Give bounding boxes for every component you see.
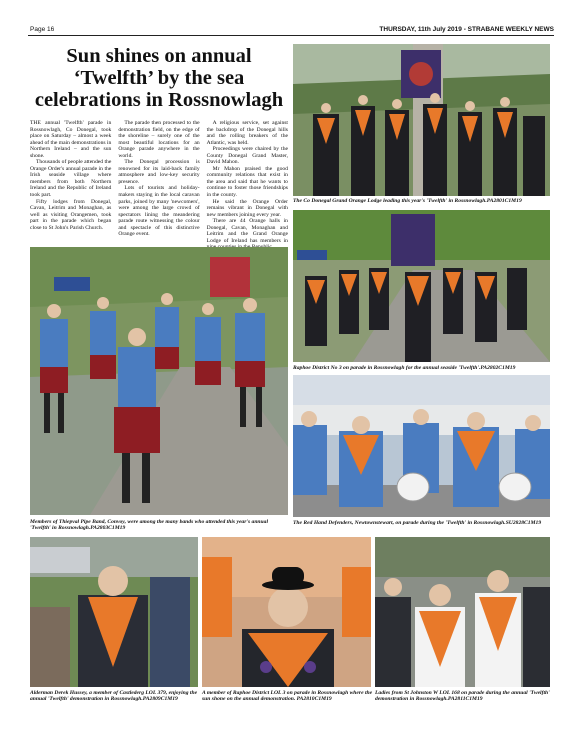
article-paragraph: A religious service, set against the backdrop of the Donegal hills and the rolling breakers of the Atlantic, was held. [206, 120, 288, 146]
photo-raphoe-district [293, 210, 550, 362]
page-number: Page 16 [30, 26, 55, 33]
article-paragraph: Proceedings were chaired by the County Donegal Grand Master, David Mahon. [206, 146, 288, 166]
photo-ladies [375, 537, 550, 687]
headline-line-2: ‘Twelfth’ by the sea [73, 67, 245, 89]
photo-grand-lodge-image [293, 44, 550, 196]
article-column-2 [118, 120, 199, 242]
article-paragraph: The Donegal procession is renowned for its laid-back family atmosphere and low-key security presence. [118, 159, 200, 185]
headline-line-3: celebrations in Rossnowlagh [34, 89, 284, 111]
article-column-1 [30, 120, 111, 242]
article-paragraph: The parade then processed to the demonstration field, on the edge of the shoreline – surely one of the most beautiful locations for an Orange parade anywhere in the world. [118, 120, 200, 159]
article-paragraph: Mr Mahon praised the good community relations that exist in the area and said that he wants to continue to foster those friendships in the county. [206, 165, 288, 199]
article-paragraph: THE annual 'Twelfth' parade in Rossnowlagh, Co Donegal, took place on Saturday – almost a week ahead of the main demonstrations in Northern Ireland – and the sun shone. [30, 120, 112, 159]
caption-grand-lodge: The Co Donegal Grand Orange Lodge leading this year's 'Twelfth' in Rossnowlagh.PA2801C1M19 [293, 198, 522, 204]
photo-raphoe-district-image [293, 210, 550, 362]
article-paragraph: He said the Orange Order remains vibrant in Donegal with new members joining every year. [206, 198, 288, 218]
photo-raphoe-member-image [202, 537, 371, 687]
photo-pipe-band [30, 247, 288, 515]
caption-alderman: Alderman Derek Hussey, a member of Castlederg LOL 379, enjoying the annual 'Twelfth' demonstration in Rossnowlagh.PA2809C1M19 [30, 690, 198, 703]
caption-raphoe-district: Raphoe District No 3 on parade in Rossnowlagh for the annual seaside 'Twelfth'.PA2802C1M19 [293, 365, 516, 371]
headline-line-1: Sun shines on annual [66, 45, 252, 67]
caption-ladies: Ladies from St Johnston W LOL 168 on parade during the annual 'Twelfth' demonstration in Rossnowlagh.PA2811C1M19 [375, 690, 550, 703]
photo-alderman-image [30, 537, 198, 687]
photo-red-hand-defenders [293, 375, 550, 517]
article-body [30, 120, 288, 242]
photo-alderman [30, 537, 198, 687]
photo-red-hand-defenders-image [293, 375, 550, 517]
caption-red-hand-defenders: The Red Hand Defenders, Newtownstewart, on parade during the 'Twelfth' in Rossnowlagh.SU2828C1M19 [293, 520, 542, 526]
article-paragraph: Thousands of people attended the Orange Order's annual parade in the Irish seaside village where members from both Northern Ireland and the Republic of Ireland took part. [30, 159, 112, 199]
article-paragraph: Lots of tourists and holiday-makers staying in the local caravan parks, joined by many 'newcomers', were among the large crowd of spectators lining the meandering parade route witnessing the colour and spectacle of this distinctive Orange event. [118, 185, 200, 238]
publication-date: THURSDAY, 11th July 2019 - STRABANE WEEKLY NEWS [379, 26, 554, 33]
header-rule [28, 35, 554, 36]
photo-ladies-image [375, 537, 550, 687]
photo-raphoe-member [202, 537, 371, 687]
photo-grand-lodge [293, 44, 550, 196]
caption-raphoe-member: A member of Raphoe District LOL 3 on parade in Rossnowlagh where the sun shone on the annual demonstration. PA2810C1M19 [202, 690, 373, 703]
article-column-3 [207, 120, 288, 242]
article-paragraph: There are 44 Orange halls in Donegal, Cavan, Monaghan and Leitrim and the Grand Orange Lodge of Ireland has members in [206, 218, 288, 244]
headline [30, 45, 288, 111]
photo-pipe-band-image [30, 247, 288, 515]
article-paragraph: Fifty lodges from Donegal, Cavan, Leitrim and Monaghan, as well as visiting Orangemen, took part in the parade which began close to St John's Parish Church. [30, 198, 112, 231]
caption-pipe-band: Members of Thiepval Pipe Band, Convoy, were among the many bands who attended this year's annual 'Twelfth' in Rossnowlagh.PA2803C1M19 [30, 519, 269, 532]
